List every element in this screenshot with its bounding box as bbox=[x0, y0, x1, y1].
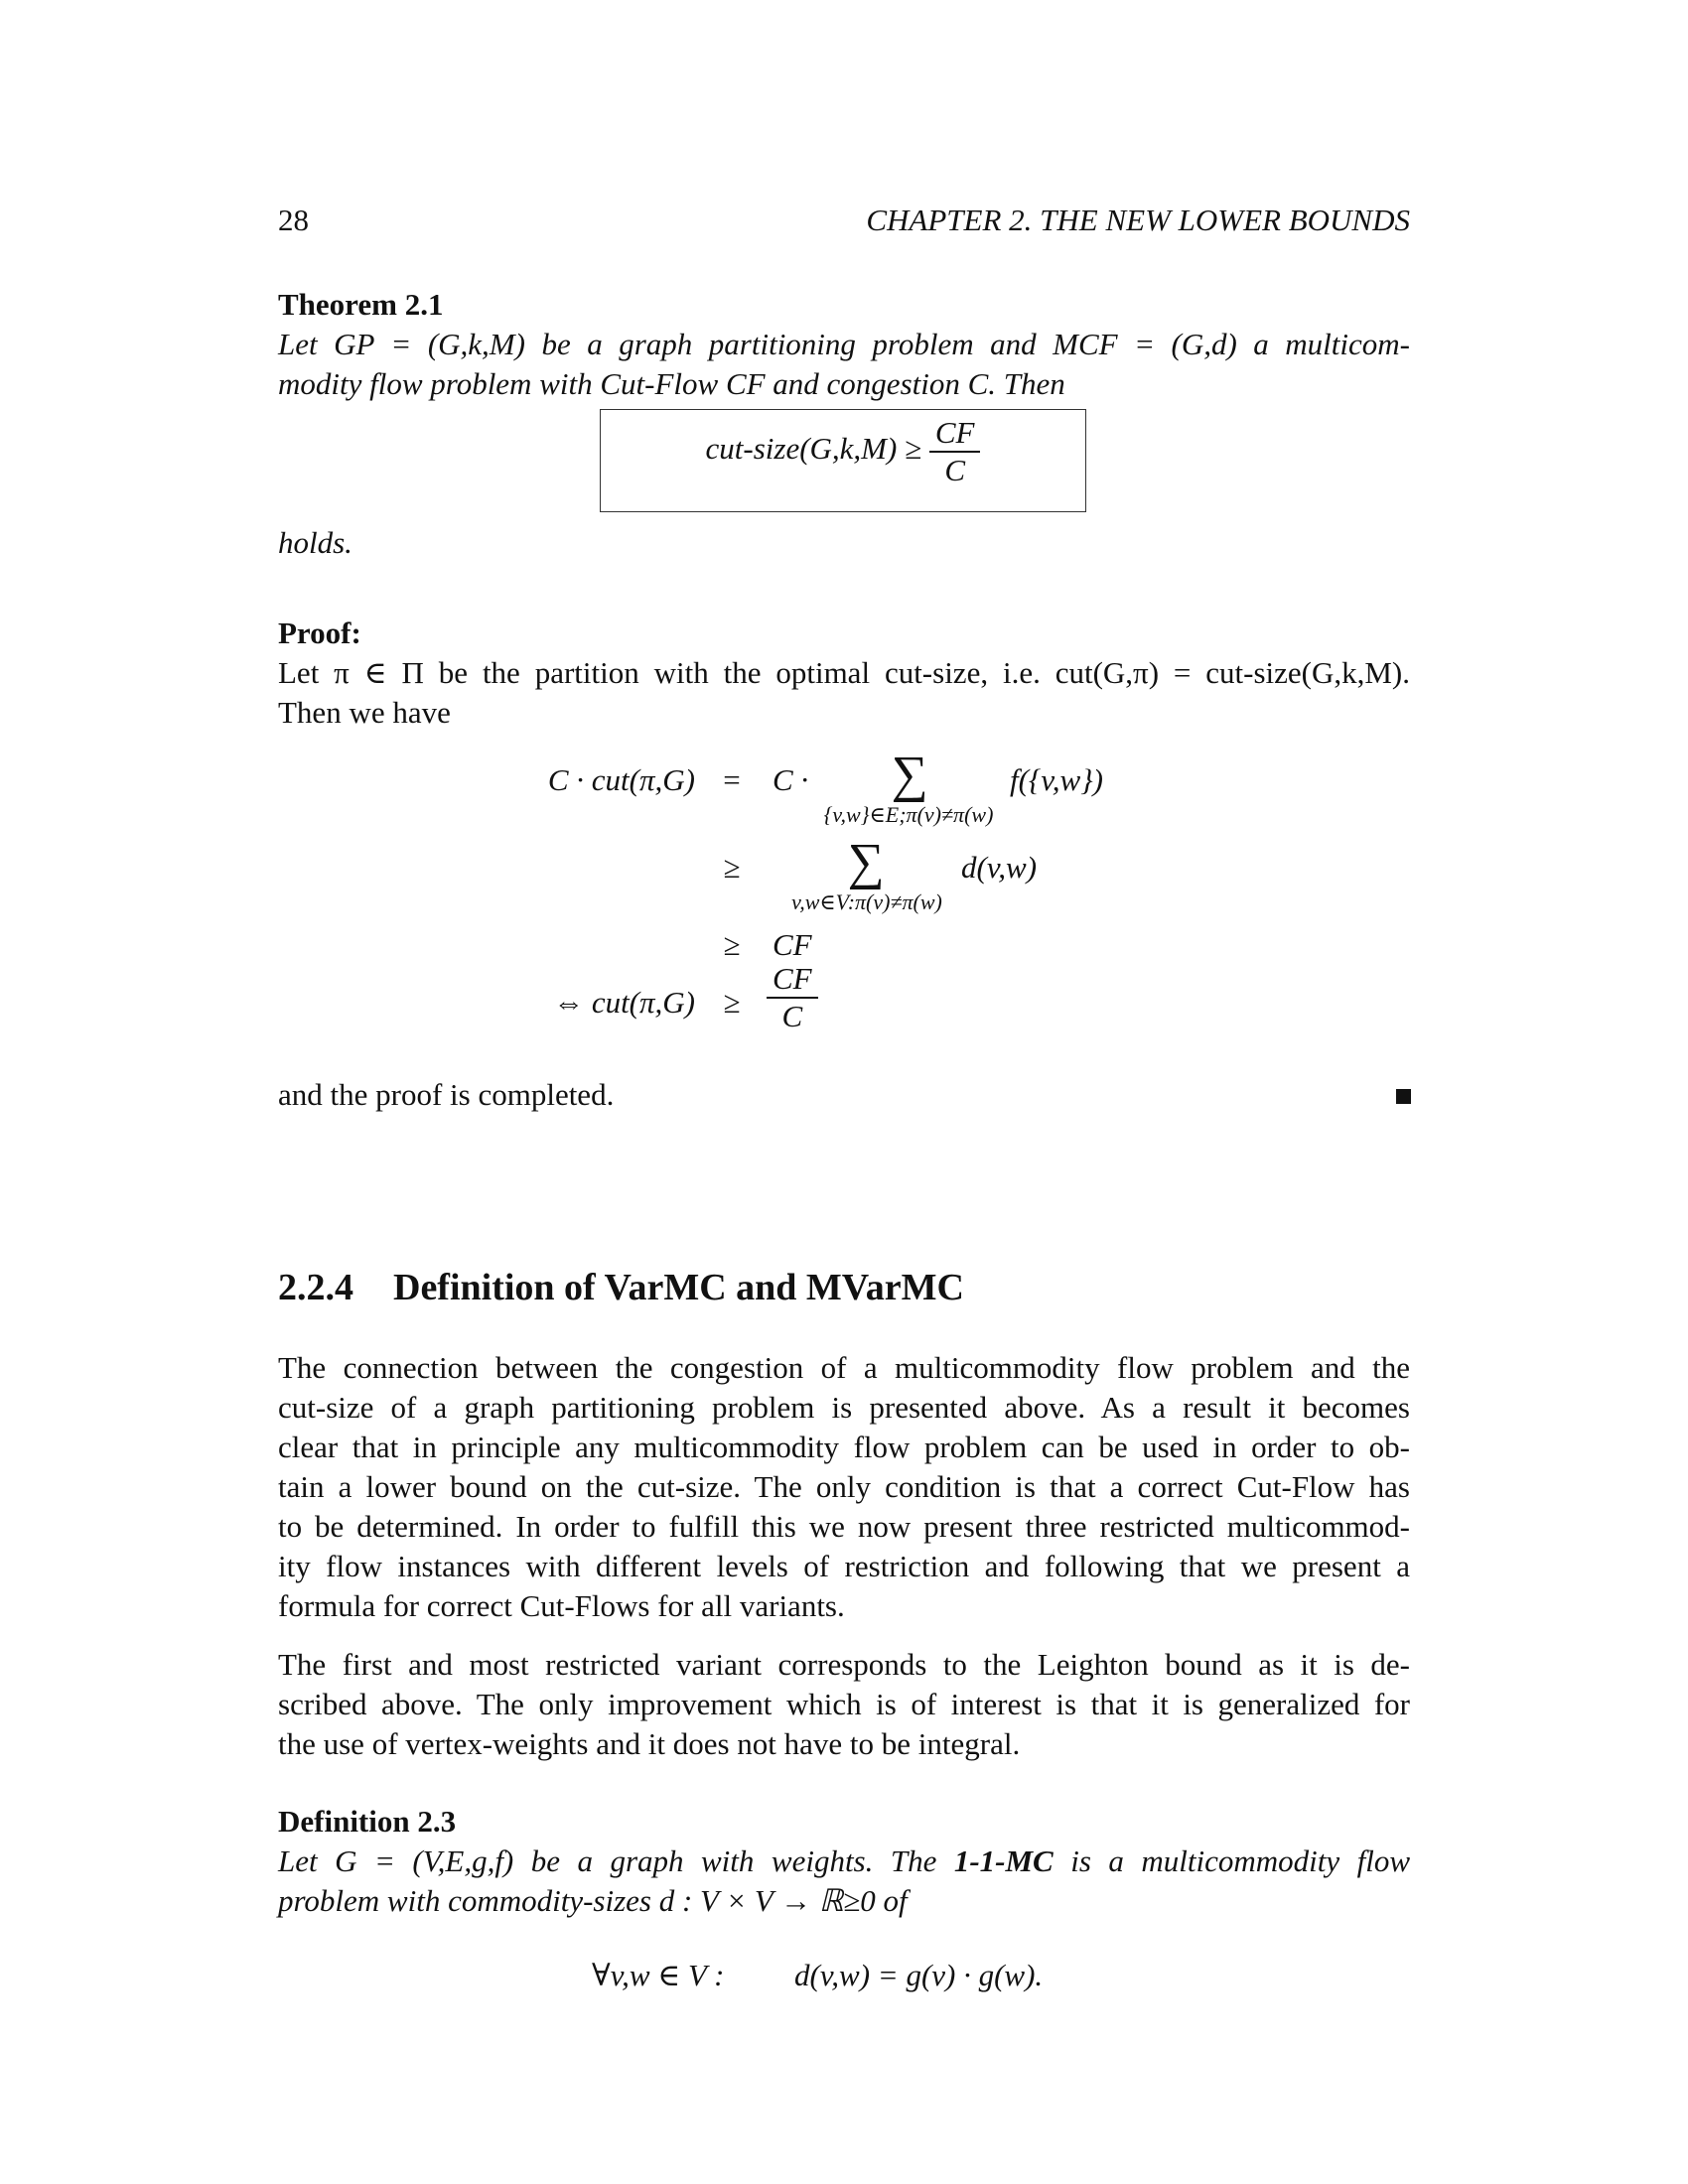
boxed-numerator: CF bbox=[934, 415, 975, 450]
paragraph-1-line: ity flow instances with different levels of restriction and following that we present a bbox=[278, 1549, 1410, 1583]
theorem-holds: holds. bbox=[278, 525, 352, 560]
definition-line-1-post: is a multicommodity flow bbox=[1053, 1843, 1410, 1878]
eq-row4-denominator: C bbox=[767, 997, 818, 1034]
eq-row3-relation: ≥ bbox=[723, 927, 741, 962]
definition-formula-lhs: ∀v,w ∈ V : bbox=[592, 1958, 725, 1992]
running-title: CHAPTER 2. THE NEW LOWER BOUNDS bbox=[866, 203, 1410, 237]
paragraph-2-line: the use of vertex-weights and it does not have to be integral. bbox=[278, 1726, 1021, 1761]
definition-line-2: problem with commodity-sizes d : V × V → ℝ≥0 of bbox=[278, 1883, 908, 1918]
definition-formula-rhs: d(v,w) = g(v) · g(w). bbox=[794, 1958, 1044, 1992]
eq-row2-relation: ≥ bbox=[723, 850, 741, 885]
paragraph-1-line: to be determined. In order to fulfill this we now present three restricted multicommod- bbox=[278, 1509, 1410, 1544]
eq-row3-rhs: CF bbox=[773, 927, 812, 962]
proof-title: Proof: bbox=[278, 615, 361, 650]
eq-row4-numerator: CF bbox=[773, 961, 812, 996]
eq-row2-sum-subscript: v,w∈V:π(v)≠π(w) bbox=[791, 889, 942, 914]
paragraph-1-line: tain a lower bound on the cut-size. The only condition is that a correct Cut-Flow has bbox=[278, 1469, 1410, 1504]
eq-row2-sum-symbol: ∑ bbox=[847, 834, 885, 890]
paragraph-1-line: clear that in principle any multicommodity flow problem can be used in order to ob- bbox=[278, 1430, 1410, 1464]
boxed-fraction bbox=[929, 415, 981, 488]
proof-line-2: Then we have bbox=[278, 695, 451, 730]
paragraph-1-line: The connection between the congestion of a multicommodity flow problem and the bbox=[278, 1350, 1410, 1385]
theorem-line-1: Let GP = (G,k,M) be a graph partitioning problem and MCF = (G,d) a multicom- bbox=[278, 327, 1410, 361]
boxed-denominator: C bbox=[929, 451, 981, 488]
paragraph-2-line: scribed above. The only improvement which is of interest is that it is generalized for bbox=[278, 1687, 1410, 1721]
section-number: 2.2.4 bbox=[278, 1267, 353, 1308]
theorem-title: Theorem 2.1 bbox=[278, 287, 444, 322]
eq-row1-sum-symbol: ∑ bbox=[891, 747, 928, 803]
paragraph-1-line: cut-size of a graph partitioning problem is presented above. As a result it becomes bbox=[278, 1390, 1410, 1425]
paragraph-2-line: The first and most restricted variant corresponds to the Leighton bound as it is de- bbox=[278, 1647, 1410, 1682]
eq-row1-prefix: C · bbox=[773, 762, 809, 797]
definition-line-1 bbox=[278, 1842, 1410, 1881]
eq-row4-relation: ≥ bbox=[723, 985, 741, 1020]
eq-row1-lhs: C · cut(π,G) bbox=[547, 762, 695, 797]
definition-line-1-pre: Let G = (V,E,g,f) be a graph with weights. The bbox=[278, 1843, 954, 1878]
eq-row1-term: f({v,w}) bbox=[1010, 762, 1103, 797]
proof-line-1: Let π ∈ Π be the partition with the optimal cut-size, i.e. cut(G,π) = cut-size(G,k,M). bbox=[278, 655, 1410, 690]
eq-row4-fraction bbox=[767, 961, 818, 1034]
definition-title: Definition 2.3 bbox=[278, 1804, 457, 1839]
proof-closing: and the proof is completed. bbox=[278, 1077, 615, 1112]
paragraph-2 bbox=[278, 1645, 1410, 1764]
section-title: Definition of VarMC and MVarMC bbox=[393, 1267, 964, 1308]
eq-row2-term: d(v,w) bbox=[961, 850, 1038, 885]
eq-row1-relation: = bbox=[723, 762, 741, 797]
theorem-line-2: modity flow problem with Cut-Flow CF and congestion C. Then bbox=[278, 366, 1065, 401]
eq-row4-lhs: ⇔ cut(π,G) bbox=[553, 985, 695, 1020]
boxed-lhs: cut-size(G,k,M) ≥ bbox=[705, 431, 922, 467]
section-heading bbox=[278, 1266, 964, 1309]
eq-row1-sum-subscript: {v,w}∈E;π(v)≠π(w) bbox=[823, 802, 994, 827]
paragraph-1-line: formula for correct Cut-Flows for all variants. bbox=[278, 1588, 845, 1623]
definition-term: 1-1-MC bbox=[953, 1843, 1054, 1878]
boxed-formula-content bbox=[600, 415, 1086, 488]
qed-square-icon bbox=[1396, 1089, 1411, 1104]
paragraph-1 bbox=[278, 1348, 1410, 1626]
page-number: 28 bbox=[278, 203, 309, 237]
